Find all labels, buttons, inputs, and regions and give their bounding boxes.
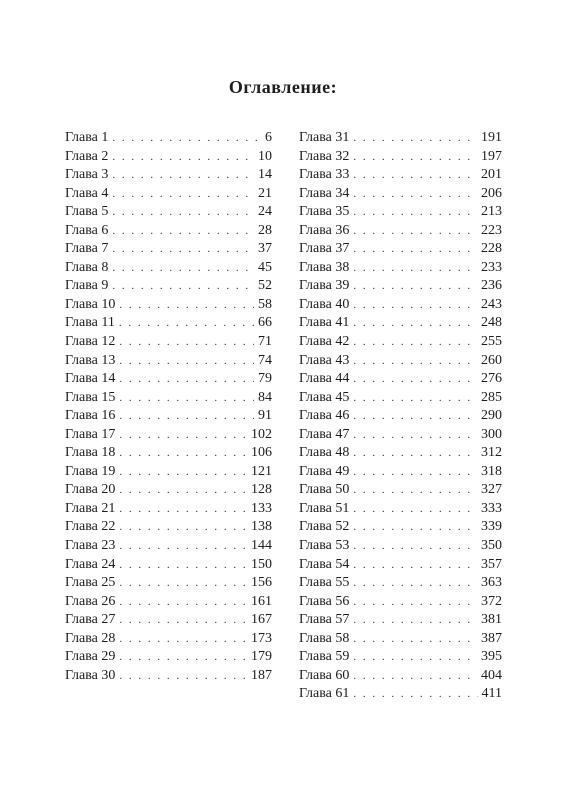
toc-entry-page-number: 79 xyxy=(258,371,272,387)
toc-entry-label: Глава 34 xyxy=(299,185,350,201)
toc-entry xyxy=(299,518,502,537)
toc-entry-page-number: 161 xyxy=(251,593,272,609)
toc-entry-page-number: 45 xyxy=(258,259,272,275)
toc-entry xyxy=(65,203,272,222)
toc-entry xyxy=(65,185,272,204)
toc-entry-page-number: 102 xyxy=(251,426,272,442)
toc-entry-page-number: 58 xyxy=(258,296,272,312)
dot-leader xyxy=(112,148,254,167)
dot-leader xyxy=(353,148,477,167)
dot-leader xyxy=(353,667,477,686)
toc-entry xyxy=(299,222,502,241)
toc-entry xyxy=(65,314,272,333)
toc-entry-page-number: 404 xyxy=(481,667,502,683)
toc-entry xyxy=(299,389,502,408)
toc-entry-page-number: 173 xyxy=(251,630,272,646)
toc-column-right xyxy=(299,129,502,704)
dot-leader xyxy=(119,518,247,537)
toc-entry-label: Глава 4 xyxy=(65,185,109,201)
toc-entry xyxy=(299,314,502,333)
toc-entry-label: Глава 11 xyxy=(65,315,115,331)
dot-leader xyxy=(353,166,477,185)
toc-entry-label: Глава 21 xyxy=(65,500,116,516)
toc-entry xyxy=(299,407,502,426)
dot-leader xyxy=(119,389,254,408)
toc-entry-label: Глава 54 xyxy=(299,556,350,572)
toc-entry xyxy=(299,333,502,352)
toc-entry-label: Глава 57 xyxy=(299,612,350,628)
dot-leader xyxy=(353,203,477,222)
toc-entry xyxy=(299,611,502,630)
toc-entry-page-number: 223 xyxy=(481,222,502,238)
toc-entry-label: Глава 38 xyxy=(299,259,350,275)
toc-entry-label: Глава 36 xyxy=(299,222,350,238)
toc-entry xyxy=(299,129,502,148)
toc-entry-label: Глава 48 xyxy=(299,445,350,461)
toc-entry-page-number: 387 xyxy=(481,630,502,646)
toc-entry-label: Глава 51 xyxy=(299,500,350,516)
toc-entry-label: Глава 22 xyxy=(65,519,116,535)
toc-entry-label: Глава 16 xyxy=(65,408,116,424)
toc-entry xyxy=(299,630,502,649)
toc-entry-page-number: 10 xyxy=(258,148,272,164)
toc-entry-page-number: 84 xyxy=(258,389,272,405)
dot-leader xyxy=(353,407,477,426)
toc-entry-page-number: 285 xyxy=(481,389,502,405)
toc-entry-label: Глава 10 xyxy=(65,296,116,312)
toc-entry-label: Глава 28 xyxy=(65,630,116,646)
toc-entry-page-number: 243 xyxy=(481,296,502,312)
dot-leader xyxy=(353,129,477,148)
toc-entry-label: Глава 45 xyxy=(299,389,350,405)
toc-entry-page-number: 318 xyxy=(481,463,502,479)
dot-leader xyxy=(353,259,477,278)
toc-entry xyxy=(65,444,272,463)
toc-entry xyxy=(65,222,272,241)
toc-entry-page-number: 144 xyxy=(251,538,272,554)
toc-entry xyxy=(65,166,272,185)
toc-entry-page-number: 327 xyxy=(481,482,502,498)
toc-entry-page-number: 106 xyxy=(251,445,272,461)
toc-entry xyxy=(65,463,272,482)
toc-entry-label: Глава 31 xyxy=(299,130,350,145)
toc-entry-label: Глава 7 xyxy=(65,241,109,257)
dot-leader xyxy=(353,611,477,630)
toc-entry-page-number: 213 xyxy=(481,204,502,220)
toc-entry-page-number: 300 xyxy=(481,426,502,442)
dot-leader xyxy=(119,296,254,315)
toc-entry-page-number: 197 xyxy=(481,148,502,164)
toc-title: Оглавление: xyxy=(228,77,338,97)
toc-entry-label: Глава 3 xyxy=(65,167,109,183)
toc-entry xyxy=(65,481,272,500)
dot-leader xyxy=(353,500,477,519)
toc-entry xyxy=(299,277,502,296)
toc-entry xyxy=(65,352,272,371)
dot-leader xyxy=(353,277,477,296)
toc-entry-label: Глава 27 xyxy=(65,612,116,628)
toc-entry xyxy=(299,463,502,482)
toc-entry-page-number: 167 xyxy=(251,612,272,628)
toc-entry-page-number: 339 xyxy=(481,519,502,535)
dot-leader xyxy=(119,537,247,556)
toc-entry-label: Глава 25 xyxy=(65,575,116,591)
toc-entry-label: Глава 61 xyxy=(299,686,350,702)
toc-entry xyxy=(65,277,272,296)
dot-leader xyxy=(112,129,261,148)
toc-entry-label: Глава 44 xyxy=(299,371,350,387)
dot-leader xyxy=(353,240,477,259)
toc-entry-page-number: 363 xyxy=(481,575,502,591)
toc-entry-label: Глава 5 xyxy=(65,204,109,220)
toc-entry xyxy=(65,667,272,686)
toc-entry-label: Глава 50 xyxy=(299,482,350,498)
toc-entry xyxy=(65,630,272,649)
toc-entry xyxy=(299,574,502,593)
toc-entry-page-number: 91 xyxy=(258,408,272,424)
toc-entry-page-number: 381 xyxy=(481,612,502,628)
dot-leader xyxy=(353,296,477,315)
toc-entry xyxy=(299,593,502,612)
toc-entry-label: Глава 52 xyxy=(299,519,350,535)
toc-entry-label: Глава 9 xyxy=(65,278,109,294)
toc-entry xyxy=(299,148,502,167)
dot-leader xyxy=(119,593,247,612)
toc-entry xyxy=(299,556,502,575)
toc-entry-label: Глава 41 xyxy=(299,315,350,331)
toc-entry xyxy=(65,611,272,630)
toc-entry-page-number: 357 xyxy=(481,556,502,572)
toc-entry-page-number: 128 xyxy=(251,482,272,498)
toc-entry-label: Глава 2 xyxy=(65,148,109,164)
toc-entry-page-number: 150 xyxy=(251,556,272,572)
toc-entry-label: Глава 49 xyxy=(299,463,350,479)
toc-entry-page-number: 395 xyxy=(481,649,502,665)
dot-leader xyxy=(112,222,254,241)
toc-entry-page-number: 6 xyxy=(265,130,272,145)
toc-entry xyxy=(299,296,502,315)
toc-entry xyxy=(65,593,272,612)
toc-entry xyxy=(65,574,272,593)
dot-leader xyxy=(353,314,477,333)
toc-entry xyxy=(299,648,502,667)
toc-entry-page-number: 276 xyxy=(481,371,502,387)
toc-entry-page-number: 71 xyxy=(258,334,272,350)
toc-entry-page-number: 290 xyxy=(481,408,502,424)
toc-entry-label: Глава 12 xyxy=(65,334,116,350)
toc-entry-label: Глава 46 xyxy=(299,408,350,424)
dot-leader xyxy=(353,222,477,241)
toc-entry-label: Глава 23 xyxy=(65,538,116,554)
toc-entry xyxy=(299,685,502,704)
toc-entry xyxy=(65,426,272,445)
dot-leader xyxy=(353,481,477,500)
toc-entry-label: Глава 40 xyxy=(299,296,350,312)
toc-entry-label: Глава 1 xyxy=(65,130,109,145)
toc-entry-label: Глава 47 xyxy=(299,426,350,442)
dot-leader xyxy=(119,556,247,575)
dot-leader xyxy=(353,574,477,593)
toc-entry-page-number: 333 xyxy=(481,500,502,516)
toc-entry-label: Глава 29 xyxy=(65,649,116,665)
toc-entry xyxy=(65,537,272,556)
toc-column-left xyxy=(65,129,272,685)
toc-entry-page-number: 233 xyxy=(481,259,502,275)
toc-entry-label: Глава 56 xyxy=(299,593,350,609)
toc-entry-page-number: 66 xyxy=(258,315,272,331)
dot-leader xyxy=(112,185,254,204)
dot-leader xyxy=(353,426,477,445)
toc-entry xyxy=(299,667,502,686)
dot-leader xyxy=(119,407,254,426)
toc-entry xyxy=(299,203,502,222)
dot-leader xyxy=(353,352,477,371)
toc-entry-label: Глава 59 xyxy=(299,649,350,665)
toc-entry xyxy=(299,500,502,519)
toc-entry-page-number: 191 xyxy=(481,130,502,145)
toc-entry-page-number: 206 xyxy=(481,185,502,201)
dot-leader xyxy=(353,389,477,408)
toc-entry-label: Глава 58 xyxy=(299,630,350,646)
toc-entry-page-number: 260 xyxy=(481,352,502,368)
toc-entry-label: Глава 6 xyxy=(65,222,109,238)
toc-entry-page-number: 372 xyxy=(481,593,502,609)
dot-leader xyxy=(119,352,254,371)
toc-entry xyxy=(65,389,272,408)
dot-leader xyxy=(119,574,247,593)
toc-entry-page-number: 312 xyxy=(481,445,502,461)
toc-entry xyxy=(299,185,502,204)
toc-entry xyxy=(65,259,272,278)
toc-entry-label: Глава 30 xyxy=(65,667,116,683)
toc-entry xyxy=(65,648,272,667)
dot-leader xyxy=(112,259,254,278)
toc-entry xyxy=(65,500,272,519)
toc-entry-label: Глава 15 xyxy=(65,389,116,405)
toc-entry-page-number: 74 xyxy=(258,352,272,368)
toc-entry-label: Глава 42 xyxy=(299,334,350,350)
toc-entry-label: Глава 32 xyxy=(299,148,350,164)
toc-entry-page-number: 187 xyxy=(251,667,272,683)
toc-entry-label: Глава 53 xyxy=(299,538,350,554)
dot-leader xyxy=(353,518,477,537)
toc-entry-label: Глава 35 xyxy=(299,204,350,220)
toc-entry-page-number: 350 xyxy=(481,538,502,554)
toc-entry xyxy=(65,148,272,167)
dot-leader xyxy=(112,277,254,296)
dot-leader xyxy=(353,185,477,204)
dot-leader xyxy=(119,463,247,482)
toc-entry-label: Глава 8 xyxy=(65,259,109,275)
dot-leader xyxy=(353,537,477,556)
dot-leader xyxy=(119,630,247,649)
toc-entry-label: Глава 43 xyxy=(299,352,350,368)
dot-leader xyxy=(119,426,247,445)
dot-leader xyxy=(119,444,247,463)
toc-entry xyxy=(65,518,272,537)
toc-entry xyxy=(65,129,272,148)
toc-entry-page-number: 121 xyxy=(251,463,272,479)
dot-leader xyxy=(119,481,247,500)
toc-entry-page-number: 411 xyxy=(481,686,502,702)
toc-entry xyxy=(299,352,502,371)
dot-leader xyxy=(119,314,254,333)
toc-entry-label: Глава 13 xyxy=(65,352,116,368)
toc-entry xyxy=(299,166,502,185)
toc-entry-label: Глава 18 xyxy=(65,445,116,461)
toc-entry-page-number: 138 xyxy=(251,519,272,535)
toc-entry-label: Глава 24 xyxy=(65,556,116,572)
toc-entry xyxy=(299,444,502,463)
toc-entry xyxy=(299,426,502,445)
toc-entry xyxy=(65,296,272,315)
toc-entry-label: Глава 60 xyxy=(299,667,350,683)
dot-leader xyxy=(119,667,247,686)
dot-leader xyxy=(119,648,247,667)
dot-leader xyxy=(112,240,254,259)
toc-entry-page-number: 201 xyxy=(481,167,502,183)
dot-leader xyxy=(353,370,477,389)
toc-entry-page-number: 14 xyxy=(258,167,272,183)
dot-leader xyxy=(119,370,254,389)
dot-leader xyxy=(353,648,477,667)
toc-entry-page-number: 236 xyxy=(481,278,502,294)
toc-entry-label: Глава 14 xyxy=(65,371,116,387)
toc-entry-page-number: 133 xyxy=(251,500,272,516)
toc-entry xyxy=(65,370,272,389)
dot-leader xyxy=(353,463,477,482)
dot-leader xyxy=(353,685,477,704)
toc-entry-label: Глава 17 xyxy=(65,426,116,442)
dot-leader xyxy=(353,444,477,463)
toc-entry-label: Глава 33 xyxy=(299,167,350,183)
toc-entry xyxy=(299,240,502,259)
toc-entry-page-number: 255 xyxy=(481,334,502,350)
toc-entry-label: Глава 19 xyxy=(65,463,116,479)
toc-entry-page-number: 24 xyxy=(258,204,272,220)
dot-leader xyxy=(353,630,477,649)
dot-leader xyxy=(112,203,254,222)
toc-entry-page-number: 52 xyxy=(258,278,272,294)
dot-leader xyxy=(353,333,477,352)
toc-entry-label: Глава 20 xyxy=(65,482,116,498)
toc-entry-label: Глава 55 xyxy=(299,575,350,591)
dot-leader xyxy=(119,500,247,519)
dot-leader xyxy=(119,333,254,352)
dot-leader xyxy=(119,611,247,630)
toc-entry-label: Глава 39 xyxy=(299,278,350,294)
toc-entry-label: Глава 26 xyxy=(65,593,116,609)
toc-entry xyxy=(65,556,272,575)
toc-entry-page-number: 228 xyxy=(481,241,502,257)
toc-entry-page-number: 248 xyxy=(481,315,502,331)
toc-entry xyxy=(299,481,502,500)
toc-entry-page-number: 37 xyxy=(258,241,272,257)
toc-entry xyxy=(299,537,502,556)
dot-leader xyxy=(112,166,254,185)
toc-entry-page-number: 28 xyxy=(258,222,272,238)
toc-entry-page-number: 156 xyxy=(251,575,272,591)
toc-entry xyxy=(65,240,272,259)
toc-entry-label: Глава 37 xyxy=(299,241,350,257)
toc-entry-page-number: 179 xyxy=(251,649,272,665)
toc-entry xyxy=(65,407,272,426)
toc-entry xyxy=(299,370,502,389)
toc-entry xyxy=(299,259,502,278)
dot-leader xyxy=(353,593,477,612)
toc-entry-page-number: 21 xyxy=(258,185,272,201)
dot-leader xyxy=(353,556,477,575)
toc-entry xyxy=(65,333,272,352)
